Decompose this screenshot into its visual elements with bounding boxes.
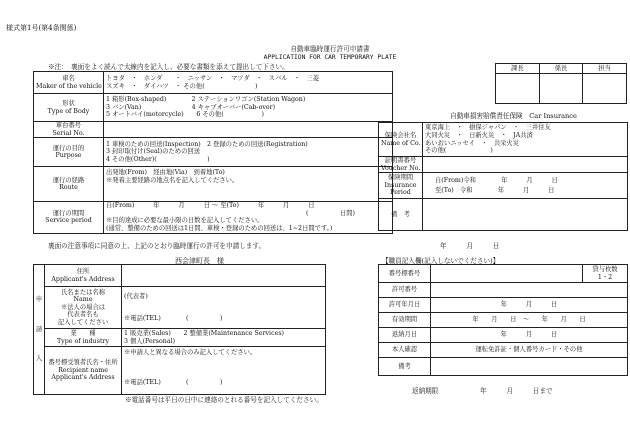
stamp-header-chief: 課長 (496, 64, 540, 74)
office-row-label: 備考 (379, 358, 431, 376)
approval-stamps (495, 63, 627, 104)
period-label: 運行の期間 Service period (34, 202, 104, 233)
insurance-company-options[interactable]: 東京海上 ・ 損保ジャパン ・ 三井住友 大同火災 ・ 日新火災 ・ JA共済 あいおいニッセイ ・ 共栄火災 その他( ) (423, 123, 628, 157)
addressee: 西会津町長 様 (175, 257, 224, 265)
insurance-header: 自動車損害賠償責任保険 Car Insurance (450, 112, 577, 120)
office-row-value[interactable]: 運転免許証・個人番号カード・その他 (431, 343, 628, 358)
remarks-label: 備 考 (379, 199, 423, 231)
route-label: 運行の経路 Route (34, 167, 104, 202)
industry-label: 業 種 Type of industry (45, 329, 122, 347)
address-label: 住所 Applicant's Address (45, 265, 122, 287)
serial-label: 車台番号 Serial No. (34, 122, 104, 138)
office-row-value[interactable] (431, 358, 628, 376)
stamp-box[interactable] (583, 74, 627, 104)
title-jp: 自動車臨時運行許可申請書 (290, 45, 370, 53)
office-row-label: 番号標番号 (379, 265, 431, 283)
office-row-label: 有効期間 (379, 313, 431, 328)
address-field[interactable] (122, 265, 326, 287)
office-row-value[interactable]: 年 月 日 (431, 328, 628, 343)
phone-footnote: ※電話番号は平日の日中に連絡のとれる番号を記入してください。 (125, 396, 323, 404)
office-row-value[interactable]: 年 月 日 (431, 298, 628, 313)
insurance-period-field[interactable]: 自(From)令和 年 月 日 至(To) 令和 年 月 日 (423, 173, 628, 199)
stamp-header-subchief: 係長 (539, 64, 583, 74)
name-label: 氏名または名称 Name ※法人の場合は 代表者名も 記入してください (45, 287, 122, 329)
vehicle-table (33, 71, 393, 234)
insurance-period-label: 保険期間 Insurance Period (379, 173, 423, 199)
purpose-options[interactable]: 1 車検のための回送(Inspection) 2 登録のための回送(Registration) 3 封印取付け(Seal)のための回送 4 その他(Other)( ) (104, 138, 393, 167)
recipient-label: 番号標受領者氏名・住所 Recipient name Applicant's Address (45, 347, 122, 395)
applicant-side-label: 申 請 人 (34, 265, 45, 395)
voucher-field[interactable] (423, 157, 628, 173)
name-field[interactable]: (代表者) ※電話(TEL) ( ) (122, 287, 326, 329)
office-row-value[interactable] (431, 283, 628, 298)
office-use-table (378, 264, 628, 376)
industry-options[interactable]: 1 販売業(Sales) 2 整備業(Maintenance Services) 3 個人(Personal) (122, 329, 326, 347)
plate-count[interactable]: 貸与枚数 1・2 (583, 265, 628, 283)
office-row-value[interactable]: 年 月 日 ～ 年 月 日 (431, 313, 628, 328)
stamp-box[interactable] (496, 74, 540, 104)
remarks-field[interactable] (423, 199, 628, 231)
agreement-date[interactable]: 年 月 日 (440, 242, 500, 250)
voucher-label: 証明書番号 Voucher No. (379, 157, 423, 173)
maker-options[interactable]: トヨタ ・ ホンダ ・ ニッサン ・ マツダ ・ スバル ・ 三菱 スズキ ・ ダイハツ ・ その他( ) (104, 72, 393, 94)
route-field[interactable]: 出発地(From) 経由地(Via) 到着地(To) ※発着主要経路の地点名を記入してください。 (104, 167, 393, 202)
maker-label: 車名 Maker of the vehicle (34, 72, 104, 94)
office-row-value[interactable] (431, 265, 583, 283)
recipient-field[interactable]: ※申請人と異なる場合のみ記入してください。 ※電話(TEL) ( ) (122, 347, 326, 395)
agreement-statement: 裏面の注意事項に同意の上、上記のとおり臨時運行の許可を申請します。 (48, 242, 266, 250)
applicant-table (33, 264, 326, 395)
purpose-label: 運行の目的 Purpose (34, 138, 104, 167)
insurance-company-label: 保険会社名 Name of Co. (379, 123, 423, 157)
return-deadline-value[interactable]: 年 月 日まで (480, 387, 553, 395)
stamp-box[interactable] (539, 74, 583, 104)
serial-field[interactable] (104, 122, 393, 138)
stamp-header-staff: 担当 (583, 64, 627, 74)
period-field[interactable]: 自(From) 年 月 日 ～ 至(To) 年 月 日 ( 日間) ※目的達成に必要な最小限の日数を記入してください。 (通常、整備のための回送は1日間、車検・登録のための回送は、1~2日間です。) (104, 202, 393, 233)
office-row-label: 返納月日 (379, 328, 431, 343)
insurance-table (378, 122, 628, 231)
body-type-label: 形状 Type of Body (34, 94, 104, 122)
office-row-label: 本人確認 (379, 343, 431, 358)
form-number: 様式第1号(第4条関係) (6, 24, 77, 32)
office-row-label: 許可年月日 (379, 298, 431, 313)
return-deadline-label: 返納期限 (412, 387, 439, 395)
office-row-label: 許可番号 (379, 283, 431, 298)
office-use-header: 【職員記入欄(記入しないでください)】 (382, 257, 500, 265)
title-en: APPLICATION FOR CAR TEMPORARY PLATE (263, 54, 397, 61)
body-type-options[interactable]: 1 箱形(Box-shaped) 2 ステーションワゴン(Station Wagon) 3 バン(Van) 4 キャブオーバー(Cab-over) 5 オートバイ(motorcycle) 6 その他( ) (104, 94, 393, 122)
instruction-note: ※注： 裏面をよく読んで太線内を記入し、必要な書類を添えて提出して下さい。 (48, 63, 289, 71)
